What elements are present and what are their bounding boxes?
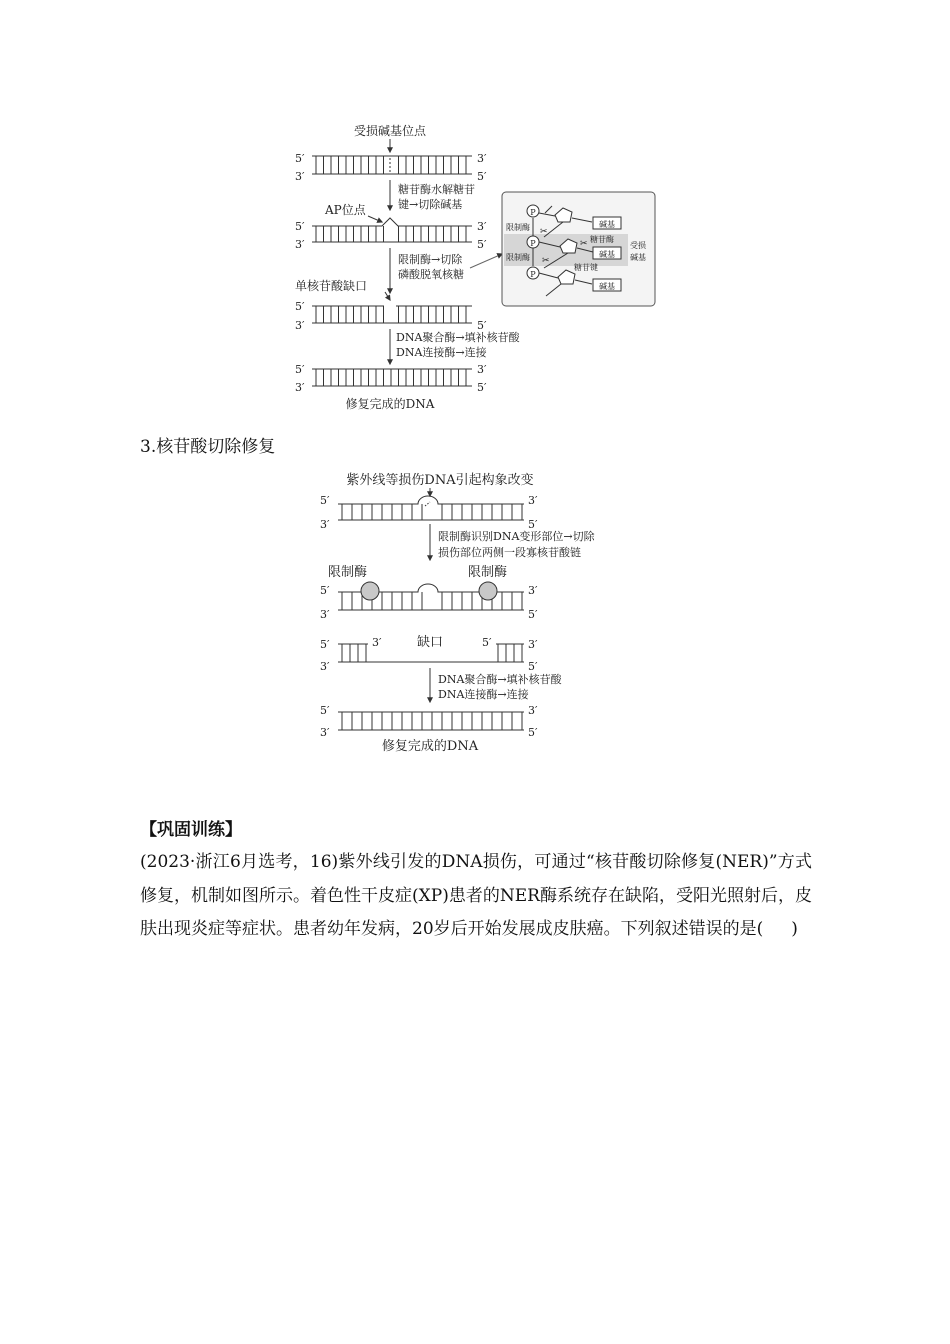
svg-text:P: P	[530, 270, 536, 279]
damaged-base-inset-line2: 碱基	[630, 253, 646, 262]
dnaC-right-bottom-end: 5′	[528, 660, 538, 673]
svg-text:P: P	[530, 239, 536, 248]
polymerase-step-line1: DNA聚合酶→填补核苷酸	[396, 331, 520, 344]
uv-damage-title: 紫外线等损伤DNA引起构象改变	[346, 473, 534, 488]
svg-text:碱基: 碱基	[599, 282, 615, 291]
dna-strand-4	[312, 369, 472, 386]
dnaA-left-bottom-end: 3′	[320, 518, 330, 531]
restriction-enzyme-blob-right	[479, 582, 497, 600]
nucleotide-excision-repair-diagram	[310, 466, 655, 758]
dnaA-right-top-end: 3′	[528, 494, 538, 507]
section-title: 3.核苷酸切除修复	[140, 437, 276, 457]
ner-step2-line2: DNA连接酶→连接	[438, 688, 529, 701]
scissors-icon: ✂	[540, 227, 548, 237]
glycosidic-bond-inset-label: 糖苷键	[574, 263, 598, 272]
dnaD-right-bottom-end: 5′	[528, 726, 538, 739]
scissors-icon: ✂	[542, 256, 550, 266]
base-excision-repair-diagram	[290, 118, 670, 418]
damaged-base-inset-line1: 受损	[630, 241, 646, 250]
dna1-left-top-end: 5′	[295, 152, 305, 165]
glycosidase-inset-label: 糖苷酶	[590, 235, 614, 244]
scissors-icon: ✂	[580, 239, 588, 249]
nucleotide-structure-inset	[502, 192, 655, 306]
dna-strand-2	[312, 218, 472, 242]
damaged-site-label: 受损碱基位点	[353, 124, 427, 138]
dna1-right-bottom-end: 5′	[477, 170, 487, 183]
dnaC-right-gap-end: 5′	[482, 636, 492, 649]
restriction-enzyme-inset-2: 限制酶	[506, 253, 530, 262]
restriction-step-line1: 限制酶→切除	[398, 253, 463, 266]
question-close-paren: )	[791, 919, 798, 939]
dna-strand-D	[338, 712, 524, 730]
repaired-dna-label-2: 修复完成的DNA	[381, 739, 479, 754]
dnaB-right-top-end: 3′	[528, 584, 538, 597]
dna3-right-bottom-end: 5′	[477, 319, 487, 332]
restriction-enzyme-inset-1: 限制酶	[506, 223, 530, 232]
dna3-left-top-end: 5′	[295, 300, 305, 313]
dna4-left-top-end: 5′	[295, 363, 305, 376]
restriction-step-line2: 磷酸脱氧核糖	[398, 268, 464, 281]
svg-text:P: P	[530, 208, 536, 217]
glycosidase-step-line1: 糖苷酶水解糖苷	[398, 183, 475, 196]
restriction-enzyme-blob-left	[361, 582, 379, 600]
dnaD-left-top-end: 5′	[320, 704, 330, 717]
nick-label: 单核苷酸缺口	[295, 279, 368, 293]
dna-strand-3	[312, 306, 472, 323]
ner-step1-line1: 限制酶识别DNA变形部位→切除	[438, 530, 595, 543]
dnaB-right-bottom-end: 5′	[528, 608, 538, 621]
dna1-right-top-end: 3′	[477, 152, 487, 165]
dnaA-right-bottom-end: 5′	[528, 518, 538, 531]
repaired-dna-label-1: 修复完成的DNA	[345, 397, 435, 411]
dnaC-right-top-end: 3′	[528, 638, 538, 651]
dnaD-right-top-end: 3′	[528, 704, 538, 717]
gap-label: 缺口	[416, 635, 444, 650]
glycosidase-step-line2: 键→切除碱基	[398, 198, 463, 211]
dna2-right-top-end: 3′	[477, 220, 487, 233]
dna4-left-bottom-end: 3′	[295, 381, 305, 394]
dnaA-left-top-end: 5′	[320, 494, 330, 507]
ner-step2-line1: DNA聚合酶→填补核苷酸	[438, 673, 562, 686]
svg-text:碱基: 碱基	[599, 250, 615, 259]
exercise-question	[140, 846, 812, 947]
dnaC-left-top-end: 5′	[320, 638, 330, 651]
question-text: (2023·浙江6月选考，16)紫外线引发的DNA损伤，可通过“核苷酸切除修复(NER)”方式修复，机制如图所示。着色性干皮症(XP)患者的NER酶系统存在缺陷，受阳光照射后，皮肤出现炎症等症状。患者幼年发病，20岁后开始发展成皮肤癌。下列叙述错误的是(	[140, 852, 812, 939]
dna1-left-bottom-end: 3′	[295, 170, 305, 183]
ner-step1-line2: 损伤部位两侧一段寡核苷酸链	[438, 546, 581, 559]
restriction-enzyme-right: 限制酶	[468, 565, 508, 580]
dnaC-left-bottom-end: 3′	[320, 660, 330, 673]
restriction-enzyme-left: 限制酶	[328, 565, 368, 580]
dnaC-left-gap-end: 3′	[372, 636, 382, 649]
dna-strand-A	[338, 496, 524, 520]
dna4-right-top-end: 3′	[477, 363, 487, 376]
ligase-step-line2: DNA连接酶→连接	[396, 346, 487, 359]
exercise-heading: 【巩固训练】	[140, 820, 242, 840]
dna2-left-bottom-end: 3′	[295, 238, 305, 251]
svg-text:碱基: 碱基	[599, 220, 615, 229]
dnaB-left-bottom-end: 3′	[320, 608, 330, 621]
dna3-left-bottom-end: 3′	[295, 319, 305, 332]
dna2-right-bottom-end: 5′	[477, 238, 487, 251]
dnaB-left-top-end: 5′	[320, 584, 330, 597]
dna2-left-top-end: 5′	[295, 220, 305, 233]
dna-strand-1	[312, 156, 472, 174]
dna4-right-bottom-end: 5′	[477, 381, 487, 394]
ap-site-label: AP位点	[325, 203, 366, 217]
dnaD-left-bottom-end: 3′	[320, 726, 330, 739]
